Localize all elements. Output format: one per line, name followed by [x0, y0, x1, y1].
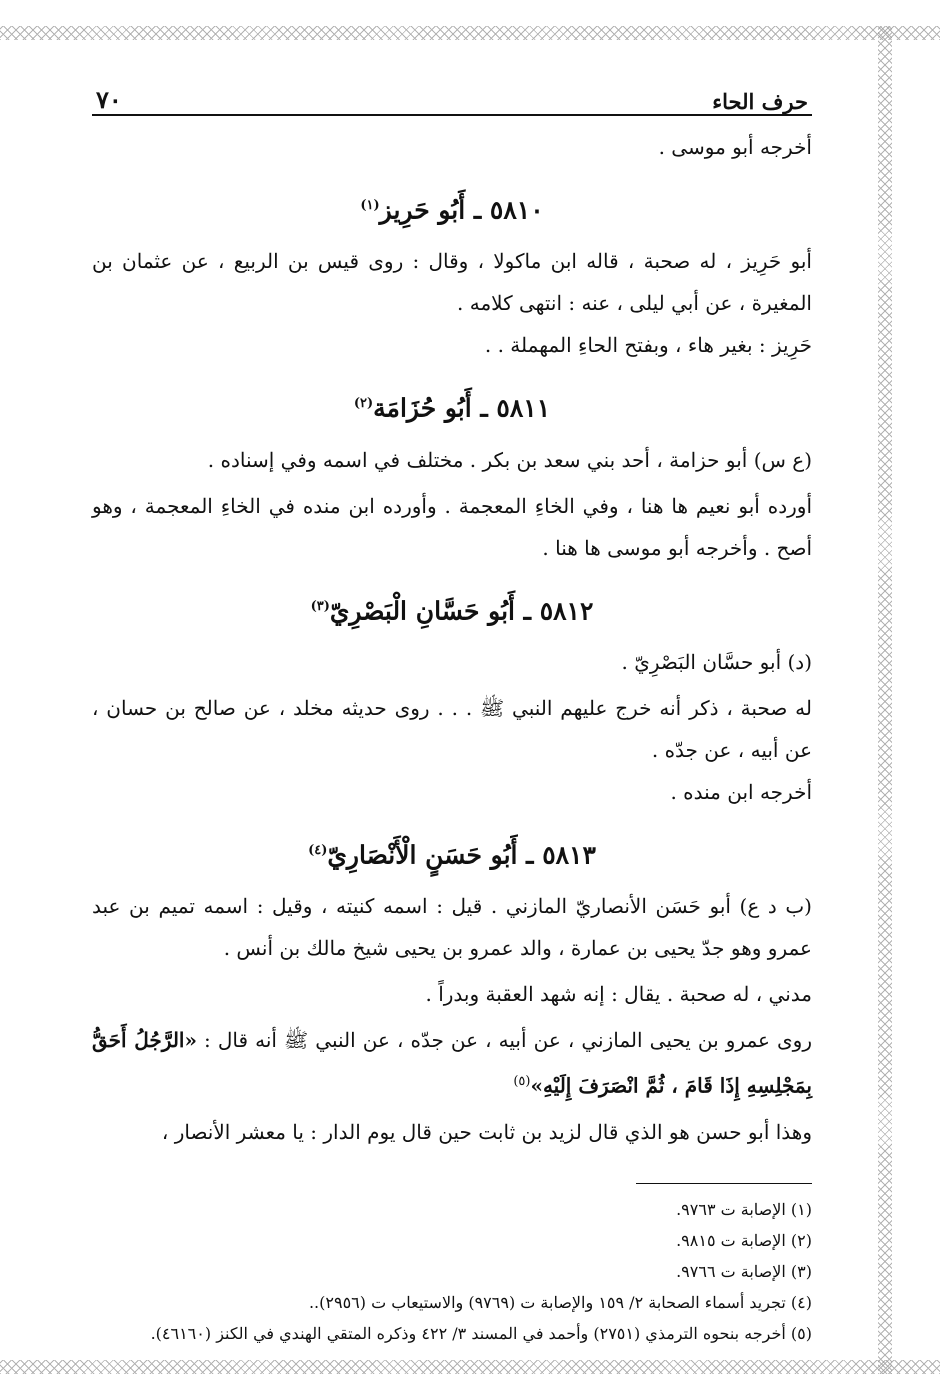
- page-number: ٧٠: [96, 85, 122, 114]
- ornamental-border-right: [878, 26, 892, 1374]
- paragraph: مدني ، له صحبة . يقال : إنه شهد العقبة وبدراً .: [425, 982, 812, 1007]
- paragraph: (ب د ع) أبو حَسَن الأنصاريّ المازني . قيل : اسمه كنيته ، وقيل : اسمه تميم بن عبد عمرو وهو جدّ يحيى بن عمارة ، والد عمرو بن يحيى شيخ مالك بن أنس .: [92, 894, 812, 961]
- hadith-text: «الرَّجُلُ أَحَقُّ بِمَجْلِسِهِ إِذَا قَامَ ، ثُمَّ انْصَرَفَ إِلَيْهِ»: [92, 1028, 812, 1098]
- footnote-ref: (٣): [310, 598, 330, 614]
- entry-title: ٥٨١٢ ـ أَبُو حَسَّانِ الْبَصْرِيّ: [329, 595, 594, 625]
- entry-heading-5813: [92, 829, 812, 877]
- running-head-title: حرف الحاء: [712, 89, 808, 114]
- footnote: (٤) تجريد أسماء الصحابة ٢/ ١٥٩ والإصابة ت (٩٧٦٩) والاستيعاب ت (٢٩٥٦)..: [308, 1292, 812, 1312]
- ornamental-border-top: [0, 26, 940, 40]
- paragraph: له صحبة ، ذكر أنه خرج عليهم النبي ﷺ . . . روى حديثه مخلد ، عن صالح بن حسان ، عن أبيه ، عن جدّه .: [92, 695, 812, 762]
- footnote-ref: (٤): [308, 842, 328, 858]
- page-body: [92, 80, 812, 1349]
- footnote: (٢) الإصابة ت ٩٨١٥.: [676, 1230, 812, 1250]
- paragraph: أبو حَرِيز ، له صحبة ، قاله ابن ماكولا ، وقال : روى قيس بن الربيع ، عن عثمان بن المغيرة ، عن أبي ليلى ، عنه : انتهى كلامه .: [92, 249, 812, 316]
- entry-title: ٥٨١٠ ـ أَبُو حَرِيز: [379, 195, 544, 225]
- entry-heading-5812: [92, 585, 812, 633]
- entry-heading-5810: [92, 184, 812, 232]
- footnote-ref: (٢): [353, 396, 374, 412]
- footnote: (٣) الإصابة ت ٩٧٦٦.: [676, 1261, 812, 1281]
- ornamental-border-bottom: [0, 1360, 940, 1374]
- entry-title: ٥٨١١ ـ أَبُو حُزَامَة: [373, 393, 551, 423]
- paragraph: (ع س) أبو حزامة ، أحد بني سعد بن بكر . مختلف في اسمه وفي إسناده .: [207, 447, 812, 472]
- footnote-separator: [636, 1183, 812, 1184]
- paragraph: (د) أبو حسَّان البَصْرِيّ .: [621, 649, 812, 674]
- paragraph: حَرِيز : بغير هاء ، وبفتح الحاءِ المهملة . .: [484, 333, 812, 358]
- paragraph-hadith: [92, 1019, 812, 1107]
- footnote: (٥) أخرجه بنحوه الترمذي (٢٧٥١) وأحمد في المسند ٣/ ٤٢٢ وذكره المتقي الهندي في الكنز (٤٦١٦٠).: [150, 1323, 812, 1343]
- running-head: [92, 80, 812, 116]
- entry-title: ٥٨١٣ ـ أَبُو حَسَنٍ الْأَنْصَارِيّ: [327, 840, 596, 870]
- footnote-ref: (٥): [513, 1074, 531, 1090]
- paragraph: أورده أبو نعيم ها هنا ، وفي الخاءِ المعجمة . وأورده ابن منده في الخاءِ المعجمة ، وهو أصح . وأخرجه أبو موسى ها هنا .: [92, 493, 812, 560]
- footnote-ref: (١): [360, 198, 380, 213]
- entry-heading-5811: [92, 382, 812, 430]
- hadith-intro: روى عمرو بن يحيى المازني ، عن أبيه ، عن جدّه ، عن النبي ﷺ أنه قال :: [196, 1028, 812, 1053]
- paragraph: وهذا أبو حسن هو الذي قال لزيد بن ثابت حين قال يوم الدار : يا معشر الأنصار ،: [161, 1119, 812, 1144]
- footnote: (١) الإصابة ت ٩٧٦٣.: [676, 1199, 812, 1219]
- paragraph: أخرجه أبو موسى .: [658, 135, 812, 159]
- paragraph: أخرجه ابن منده .: [670, 779, 812, 804]
